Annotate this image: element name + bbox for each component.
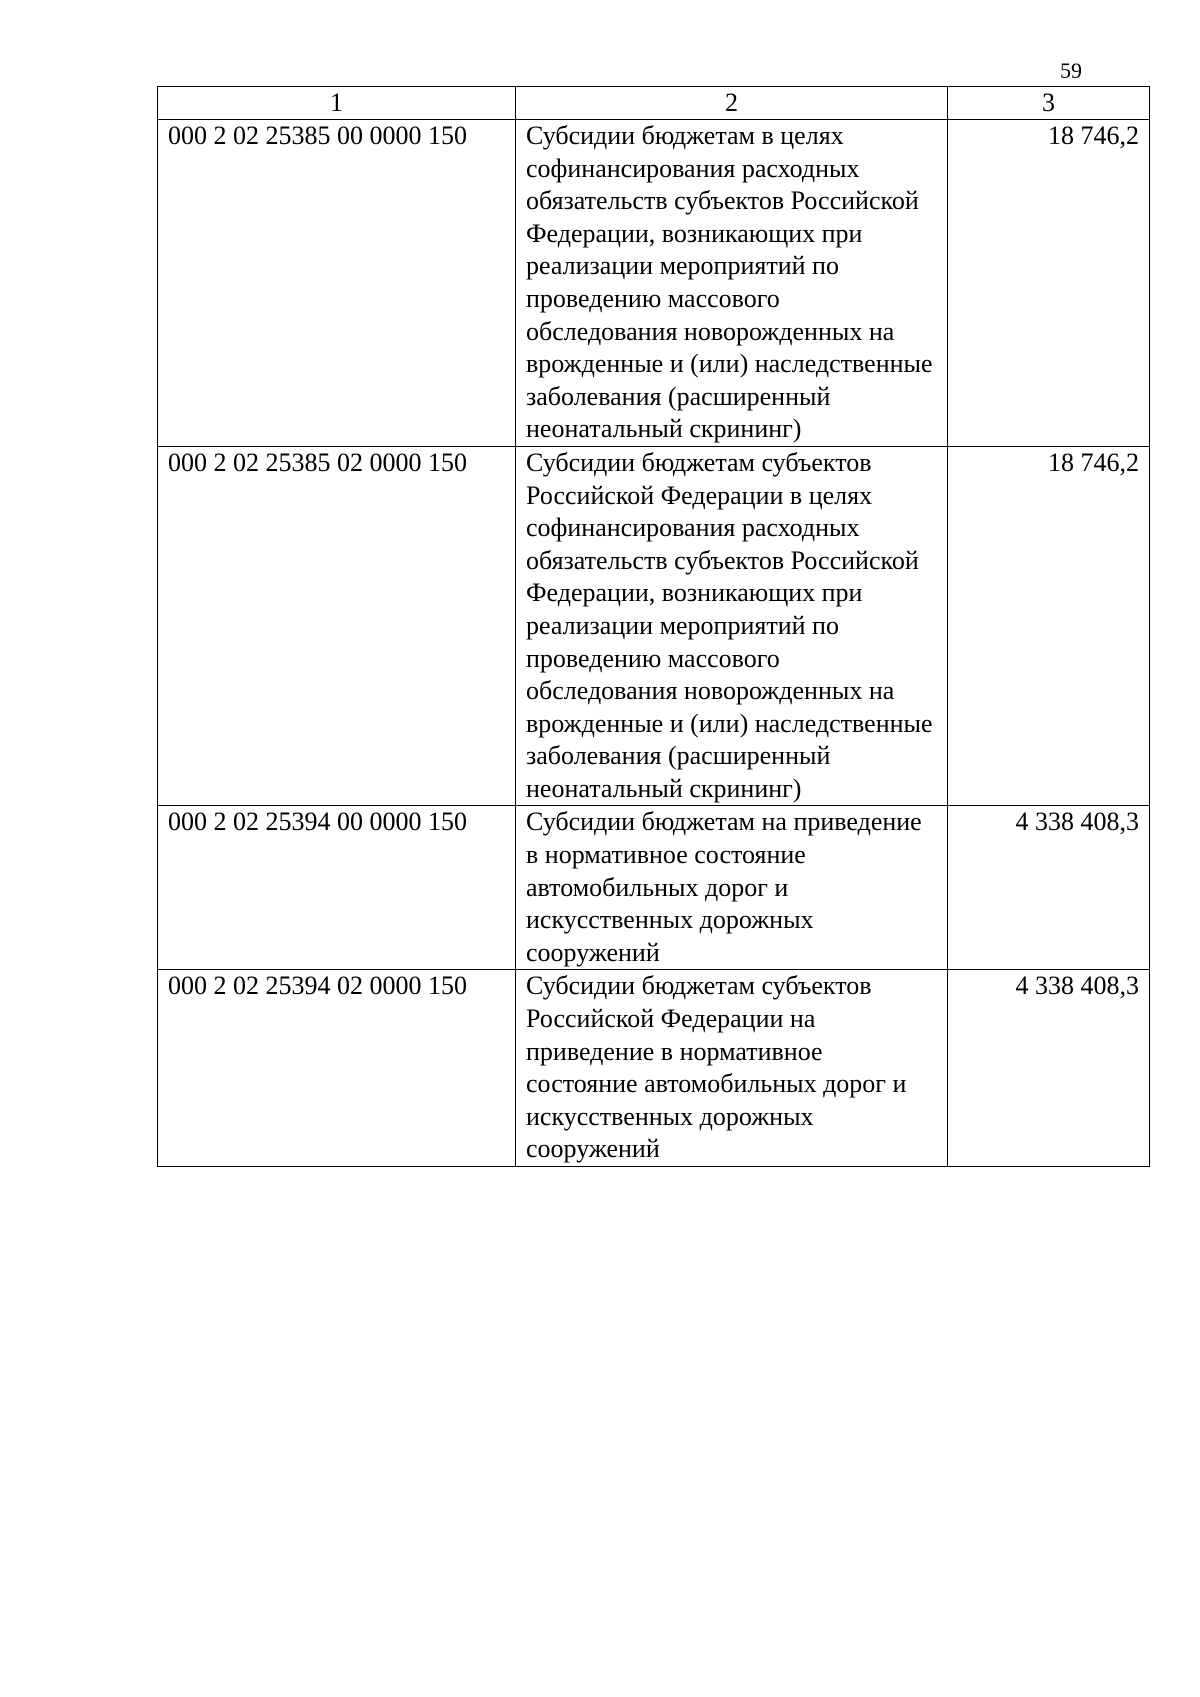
description-cell: Субсидии бюджетам субъектов Российской Федерации в целях софинансирования расходных обязательств субъектов Российской Федерации, возникающих при реализации мероприятий по проведению массового обследования новорожденных на врожденные и (или) наследственные заболевания (расширенный неонатальный скрининг): [516, 446, 948, 806]
column-header-3: 3: [948, 87, 1150, 120]
amount-cell: 18 746,2: [948, 120, 1150, 447]
amount-cell: 4 338 408,3: [948, 806, 1150, 970]
column-header-1: 1: [158, 87, 516, 120]
table-row: [158, 446, 1150, 806]
budget-table: [157, 86, 1150, 1167]
page-number: 59: [1060, 58, 1082, 83]
table-row: [158, 120, 1150, 447]
column-header-2: 2: [516, 87, 948, 120]
budget-code-cell: 000 2 02 25385 00 0000 150: [158, 120, 516, 447]
description-cell: Субсидии бюджетам субъектов Российской Федерации на приведение в нормативное состояние автомобильных дорог и искусственных дорожных сооружений: [516, 970, 948, 1167]
table-header-row: [158, 87, 1150, 120]
budget-code-cell: 000 2 02 25385 02 0000 150: [158, 446, 516, 806]
table-row: [158, 806, 1150, 970]
description-cell: Субсидии бюджетам на приведение в нормативное состояние автомобильных дорог и искусственных дорожных сооружений: [516, 806, 948, 970]
amount-cell: 18 746,2: [948, 446, 1150, 806]
description-cell: Субсидии бюджетам в целях софинансирования расходных обязательств субъектов Российской Федерации, возникающих при реализации мероприятий по проведению массового обследования новорожденных на врожденные и (или) наследственные заболевания (расширенный неонатальный скрининг): [516, 120, 948, 447]
amount-cell: 4 338 408,3: [948, 970, 1150, 1167]
budget-code-cell: 000 2 02 25394 02 0000 150: [158, 970, 516, 1167]
table-row: [158, 970, 1150, 1167]
budget-code-cell: 000 2 02 25394 00 0000 150: [158, 806, 516, 970]
